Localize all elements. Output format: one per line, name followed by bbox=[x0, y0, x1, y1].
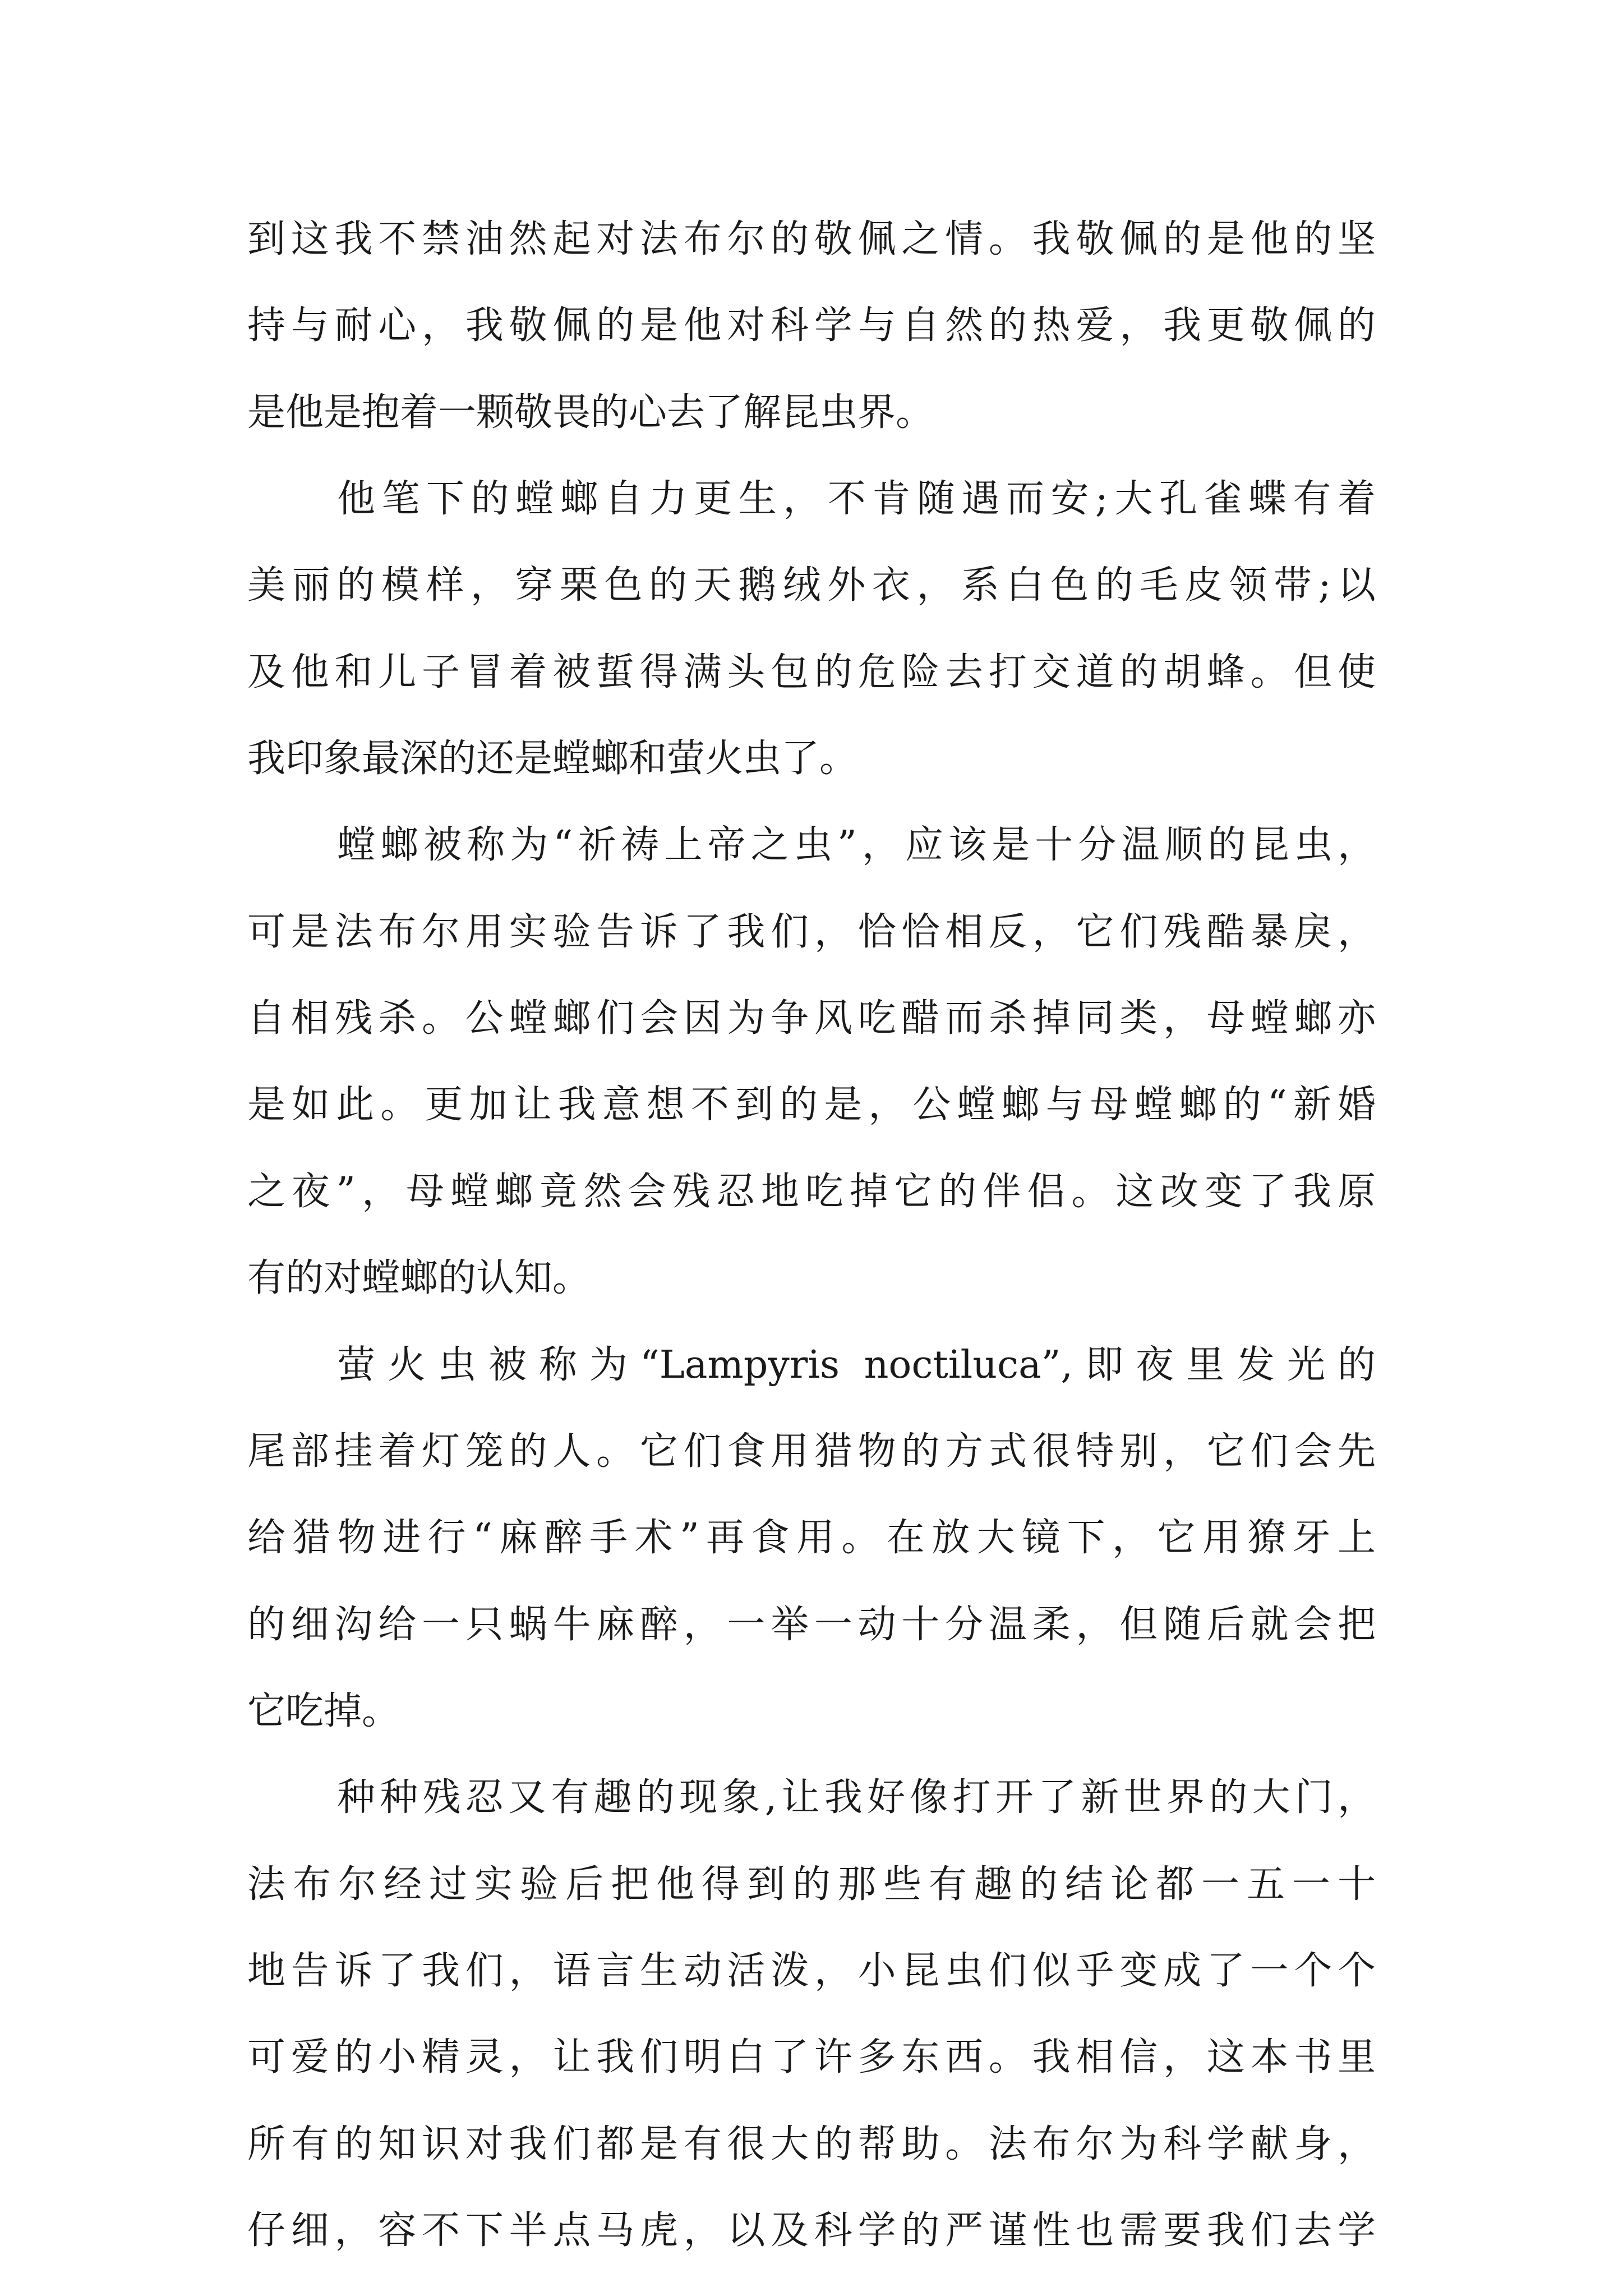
text-line: 之夜”，母螳螂竟然会残忍地吃掉它的伴侣。这改变了我原 bbox=[247, 1170, 1376, 1214]
text-line: 及他和儿子冒着被蜇得满头包的危险去打交道的胡蜂。但使 bbox=[247, 650, 1376, 694]
text-line: 萤火虫被称为“Lampyris noctiluca”,即夜里发光的 bbox=[337, 1343, 1376, 1387]
text-line: 仔细，容不下半点马虎，以及科学的严谨性也需要我们去学 bbox=[247, 2208, 1376, 2253]
text-line: 地告诉了我们，语言生动活泼，小昆虫们似乎变成了一个个 bbox=[247, 1949, 1376, 1993]
text-line: 到这我不禁油然起对法布尔的敬佩之情。我敬佩的是他的坚 bbox=[247, 217, 1376, 261]
text-line: 美丽的模样，穿栗色的天鹅绒外衣，系白色的毛皮领带;以 bbox=[247, 563, 1376, 608]
text-line: 有的对螳螂的认知。 bbox=[247, 1256, 591, 1300]
text-line: 是如此。更加让我意想不到的是，公螳螂与母螳螂的“新婚 bbox=[247, 1083, 1376, 1127]
text-line: 的细沟给一只蜗牛麻醉，一举一动十分温柔，但随后就会把 bbox=[247, 1603, 1376, 1647]
text-line: 螳螂被称为“祈祷上帝之虫”，应该是十分温顺的昆虫， bbox=[337, 823, 1376, 867]
text-line: 尾部挂着灯笼的人。它们食用猎物的方式很特别，它们会先 bbox=[247, 1429, 1376, 1474]
text-line: 持与耐心，我敬佩的是他对科学与自然的热爱，我更敬佩的 bbox=[247, 303, 1376, 348]
text-line: 法布尔经过实验后把他得到的那些有趣的结论都一五一十 bbox=[247, 1862, 1376, 1907]
text-line: 我印象最深的还是螳螂和萤火虫了。 bbox=[247, 737, 858, 781]
text-line: 给猎物进行“麻醉手术”再食用。在放大镜下，它用獠牙上 bbox=[247, 1516, 1376, 1560]
text-line: 可爱的小精灵，让我们明白了许多东西。我相信，这本书里 bbox=[247, 2035, 1376, 2079]
text-line: 可是法布尔用实验告诉了我们，恰恰相反，它们残酷暴戾， bbox=[247, 910, 1376, 954]
text-line: 是他是抱着一颗敬畏的心去了解昆虫界。 bbox=[247, 390, 934, 435]
text-line: 所有的知识对我们都是有很大的帮助。法布尔为科学献身， bbox=[247, 2122, 1376, 2166]
text-line: 他笔下的螳螂自力更生，不肯随遇而安;大孔雀蝶有着 bbox=[337, 477, 1376, 521]
text-line: 种种残忍又有趣的现象,让我好像打开了新世界的大门， bbox=[337, 1775, 1376, 1820]
text-line: 自相残杀。公螳螂们会因为争风吃醋而杀掉同类，母螳螂亦 bbox=[247, 996, 1376, 1041]
text-line: 它吃掉。 bbox=[247, 1689, 400, 1733]
